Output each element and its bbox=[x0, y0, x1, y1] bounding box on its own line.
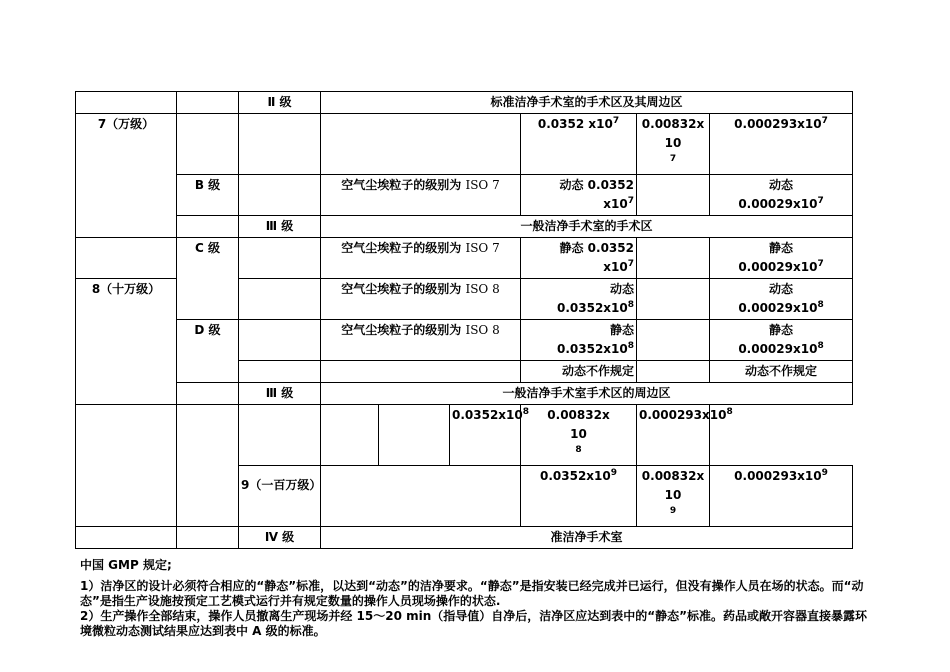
particle-limit-cell bbox=[521, 405, 637, 466]
value-base: 0.0352x10 bbox=[556, 342, 628, 356]
surgery-area-cell: 一般洁净手术室的手术区 bbox=[321, 216, 853, 238]
value-exponent: 8 bbox=[726, 407, 733, 417]
iso-class-cell bbox=[321, 279, 521, 320]
particle-limit-cell: 动态不作规定 bbox=[521, 361, 637, 383]
cleanliness-class-cell: 7（万级） bbox=[76, 114, 177, 238]
value-label: 动态 bbox=[769, 178, 794, 192]
table-cell bbox=[239, 405, 321, 466]
particle-limit-cell bbox=[521, 175, 637, 216]
particle-limit-cell bbox=[521, 320, 637, 361]
value-exponent: 7 bbox=[821, 116, 828, 126]
table-cell bbox=[379, 405, 450, 466]
iso-class-text: 空气尘埃粒子的级别为 bbox=[341, 282, 462, 296]
gmp-notes bbox=[80, 558, 870, 639]
table-cell bbox=[177, 92, 239, 114]
value-base: 0.00029x10 bbox=[738, 342, 818, 356]
particle-limit-cell bbox=[710, 114, 853, 175]
iso-class-cell bbox=[321, 320, 521, 361]
value-exponent: 7 bbox=[627, 196, 634, 206]
value-exponent: 9 bbox=[669, 506, 677, 516]
value-exponent: 8 bbox=[575, 445, 582, 455]
value-base: 0.000293x10 bbox=[734, 117, 822, 131]
value-label: 静态 bbox=[609, 323, 634, 337]
surgery-area-cell: 准洁净手术室 bbox=[321, 527, 853, 549]
gmp-grade-cell: C 级 bbox=[177, 238, 239, 320]
iso-class-text: 空气尘埃粒子的级别为 bbox=[341, 178, 462, 192]
value-base: 0.000293x10 bbox=[734, 469, 822, 483]
table-cell bbox=[239, 361, 321, 383]
value-exponent: 8 bbox=[817, 341, 824, 351]
value-label: 静态 bbox=[769, 241, 794, 255]
value-exponent: 7 bbox=[817, 196, 824, 206]
table-row bbox=[76, 320, 853, 361]
surgery-area-cell: 一般洁净手术室手术区的周边区 bbox=[321, 383, 853, 405]
iso-class-value: ISO 8 bbox=[465, 282, 500, 296]
table-cell bbox=[321, 405, 379, 466]
table-row bbox=[76, 114, 853, 175]
table-cell bbox=[76, 238, 177, 279]
value-base: 10 bbox=[664, 136, 682, 150]
table-cell bbox=[239, 238, 321, 279]
value-base: x10 bbox=[603, 260, 628, 274]
value-label: 动态 bbox=[609, 282, 634, 296]
table-cell bbox=[177, 405, 239, 527]
table-row bbox=[76, 238, 853, 279]
table-cell bbox=[177, 383, 239, 405]
cleanliness-class-cell: 8（十万级） bbox=[76, 279, 177, 405]
value-exponent: 8 bbox=[817, 300, 824, 310]
surgery-level-cell: Ⅱ 级 bbox=[239, 92, 321, 114]
particle-limit-cell bbox=[637, 405, 733, 466]
value-base: 0.00832x bbox=[547, 408, 610, 422]
particle-limit-cell bbox=[521, 238, 637, 279]
value-base: 0.0352x10 bbox=[556, 301, 628, 315]
table-cell bbox=[76, 92, 177, 114]
particle-limit-cell bbox=[710, 279, 853, 320]
value-label: 动态 bbox=[769, 282, 794, 296]
value-base: 0.0352x10 bbox=[452, 408, 523, 422]
value-label: 静态 bbox=[769, 323, 794, 337]
table-cell bbox=[321, 361, 521, 383]
gmp-grade-cell: D 级 bbox=[177, 320, 239, 383]
table-row bbox=[76, 216, 853, 238]
value-exponent: 7 bbox=[612, 116, 620, 126]
value-exponent: 7 bbox=[817, 259, 824, 269]
value-label: 静态 0.0352 bbox=[559, 241, 634, 255]
value-base: 0.00832x bbox=[641, 117, 705, 131]
table-cell bbox=[239, 114, 321, 175]
surgery-level-cell: Ⅳ 级 bbox=[239, 527, 321, 549]
table-row bbox=[76, 175, 853, 216]
value-base: 0.00029x10 bbox=[738, 260, 818, 274]
value-exponent: 9 bbox=[821, 468, 828, 478]
table-cell bbox=[177, 527, 239, 549]
table-cell bbox=[239, 175, 321, 216]
gmp-grade-cell: B 级 bbox=[177, 175, 239, 216]
value-base: 10 bbox=[664, 488, 682, 502]
iso-class-cell bbox=[321, 175, 521, 216]
table-cell bbox=[76, 405, 177, 527]
value-exponent: 7 bbox=[627, 259, 634, 269]
iso-class-text: 空气尘埃粒子的级别为 bbox=[341, 323, 462, 337]
surgery-level-cell: Ⅲ 级 bbox=[239, 216, 321, 238]
table-cell bbox=[177, 114, 239, 175]
value-exponent: 8 bbox=[522, 407, 530, 417]
notes-heading: 中国 GMP 规定; bbox=[80, 558, 172, 572]
table-row bbox=[76, 92, 853, 114]
particle-limit-cell bbox=[637, 114, 710, 175]
note-paragraph-1: 1）洁净区的设计必须符合相应的“静态”标准，以达到“动态”的洁净要求。“静态”是指安装已经完成并已运行，但没有操作人员在场的状态。而“动态”是指生产设施按预定工艺模式运行并有规定数量的操作人员现场操作的状态. bbox=[80, 579, 864, 608]
value-base: 0.00029x10 bbox=[738, 197, 818, 211]
note-paragraph-2: 2）生产操作全部结束，操作人员撤离生产现场并经 15～20 min（指导值）自净后，洁净区应达到表中的“静态”标准。药品或敞开容器直接暴露环境微粒动态测试结果应达到表中 A 级的标准。 bbox=[80, 609, 868, 638]
particle-limit-cell bbox=[450, 405, 530, 466]
value-exponent: 7 bbox=[669, 154, 677, 164]
table-cell bbox=[637, 238, 710, 279]
surgery-level-cell: Ⅲ 级 bbox=[239, 383, 321, 405]
table-cell bbox=[239, 320, 321, 361]
particle-limit-cell bbox=[710, 320, 853, 361]
table-cell bbox=[637, 175, 710, 216]
table-cell bbox=[321, 114, 521, 175]
value-base: x10 bbox=[603, 197, 628, 211]
value-base: 0.0352 x10 bbox=[537, 117, 613, 131]
particle-limit-cell: 动态不作规定 bbox=[710, 361, 853, 383]
particle-limit-cell bbox=[521, 114, 637, 175]
iso-class-value: ISO 7 bbox=[465, 241, 500, 255]
iso-class-text: 空气尘埃粒子的级别为 bbox=[341, 241, 462, 255]
value-base: 10 bbox=[570, 427, 587, 441]
table-row bbox=[76, 527, 853, 549]
table-cell bbox=[321, 466, 521, 527]
iso-class-value: ISO 8 bbox=[465, 323, 500, 337]
table-cell bbox=[637, 320, 710, 361]
value-exponent: 8 bbox=[627, 341, 634, 351]
value-base: 0.00029x10 bbox=[738, 301, 818, 315]
particle-limit-cell bbox=[637, 466, 710, 527]
value-base: 0.000293x10 bbox=[639, 408, 727, 422]
table-cell bbox=[76, 527, 177, 549]
value-exponent: 8 bbox=[627, 300, 634, 310]
table-row bbox=[76, 405, 853, 466]
table-cell bbox=[637, 361, 710, 383]
table-cell bbox=[177, 216, 239, 238]
cleanliness-class-cell: 9（一百万级） bbox=[239, 466, 321, 527]
value-base: 0.00832x bbox=[641, 469, 705, 483]
cleanroom-classification-table bbox=[75, 91, 853, 549]
table-cell bbox=[239, 279, 321, 320]
iso-class-value: ISO 7 bbox=[465, 178, 500, 192]
value-base: 0.0352x10 bbox=[539, 469, 611, 483]
table-cell bbox=[637, 279, 710, 320]
value-label: 动态 0.0352 bbox=[559, 178, 634, 192]
particle-limit-cell bbox=[710, 175, 853, 216]
particle-limit-cell bbox=[521, 466, 637, 527]
particle-limit-cell bbox=[521, 279, 637, 320]
particle-limit-cell bbox=[710, 238, 853, 279]
iso-class-cell bbox=[321, 238, 521, 279]
surgery-area-cell: 标准洁净手术室的手术区及其周边区 bbox=[321, 92, 853, 114]
particle-limit-cell bbox=[710, 466, 853, 527]
table-row bbox=[76, 383, 853, 405]
value-exponent: 9 bbox=[610, 468, 617, 478]
